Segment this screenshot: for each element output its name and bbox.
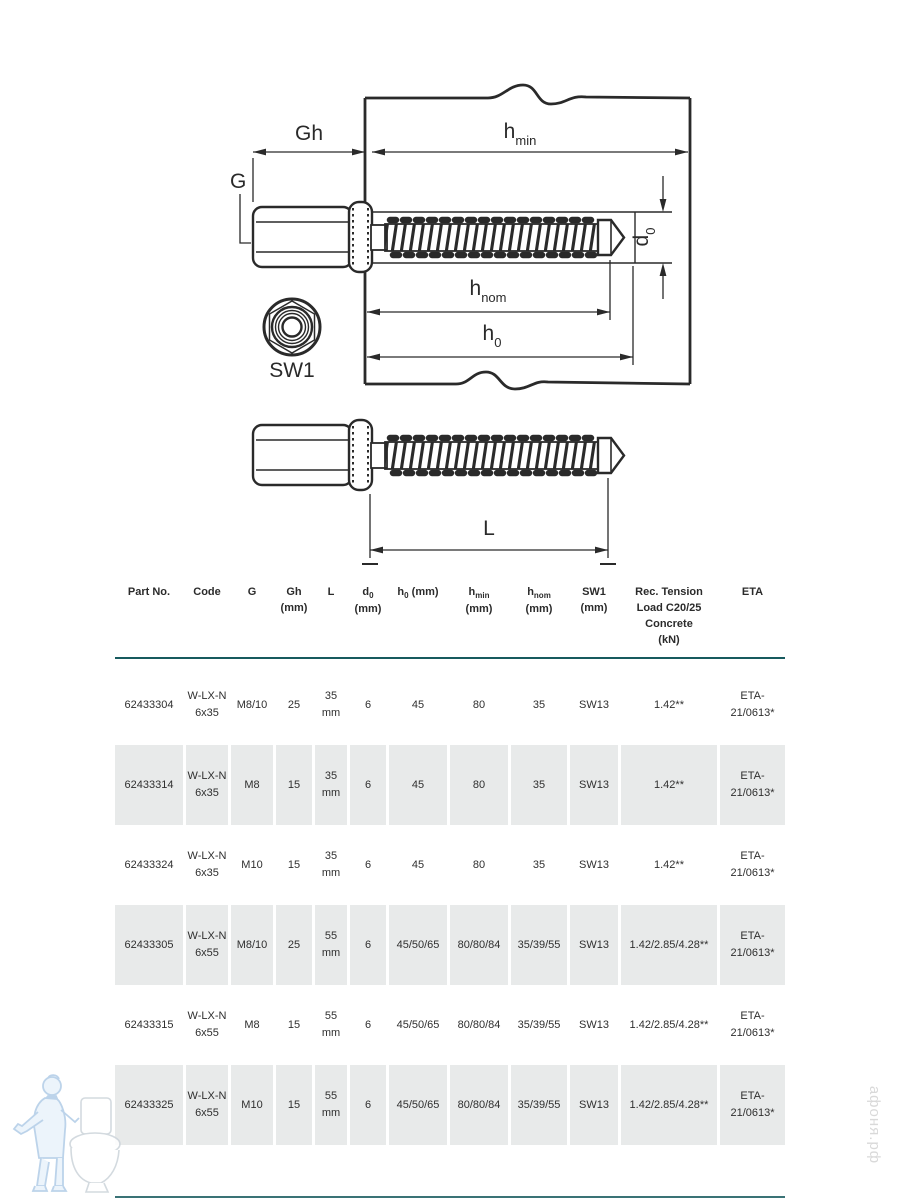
cell-l: 55 mm bbox=[315, 1065, 347, 1145]
cell-sw1: SW13 bbox=[570, 905, 618, 985]
table-body bbox=[115, 665, 785, 1145]
cell-code: W-LX-N 6x35 bbox=[187, 690, 227, 719]
cell-g: M8 bbox=[244, 1018, 260, 1031]
cell-h0: 45 bbox=[411, 698, 425, 711]
cell-h0: 45/50/65 bbox=[396, 1018, 440, 1031]
cell-hnom: 35/39/55 bbox=[511, 905, 567, 985]
cell-eta: ETA-21/0613* bbox=[730, 1010, 775, 1039]
cell-gh: 15 bbox=[276, 1065, 312, 1145]
col-header-gh: Gh (mm) bbox=[280, 586, 308, 614]
label-d0: $d_0$ bbox=[630, 227, 658, 247]
col-header-hmin: $h_{min}$ (mm) bbox=[465, 586, 493, 615]
cell-gh: 15 bbox=[276, 745, 312, 825]
cell-gh: 15 bbox=[287, 1018, 301, 1031]
cell-hmin: 80/80/84 bbox=[457, 1018, 501, 1031]
plumber-figure bbox=[14, 1075, 79, 1191]
leader-G bbox=[240, 194, 251, 243]
cell-hmin: 80 bbox=[450, 745, 508, 825]
cell-l: 55 mm bbox=[315, 905, 347, 985]
cell-code: W-LX-N 6x35 bbox=[187, 850, 227, 879]
cell-sw1: SW13 bbox=[579, 858, 609, 871]
cell-hmin: 80 bbox=[472, 858, 486, 871]
table-row bbox=[115, 665, 785, 745]
table-header-row bbox=[115, 585, 785, 659]
cell-gh: 15 bbox=[287, 858, 301, 871]
cell-eta: ETA-21/0613* bbox=[720, 745, 785, 825]
cell-g: M10 bbox=[231, 1065, 273, 1145]
dim-h0 bbox=[367, 266, 633, 365]
cell-code: W-LX-N 6x35 bbox=[186, 745, 228, 825]
cell-part-no: 62433305 bbox=[115, 905, 183, 985]
cell-eta: ETA-21/0613* bbox=[720, 1065, 785, 1145]
col-header-h0: $h_0$ (mm) bbox=[397, 586, 439, 601]
table-row bbox=[115, 825, 785, 905]
dim-d0 bbox=[660, 176, 667, 299]
cell-part-no: 62433304 bbox=[124, 698, 174, 711]
cell-g: M8 bbox=[231, 745, 273, 825]
col-header-eta: ETA bbox=[741, 586, 764, 598]
label-Gh: Gh bbox=[294, 122, 324, 145]
col-header-part-no: Part No. bbox=[127, 586, 171, 598]
label-G: G bbox=[230, 170, 247, 193]
cell-sw1: SW13 bbox=[570, 745, 618, 825]
hex-end-view bbox=[264, 299, 320, 355]
cell-d0: 6 bbox=[364, 858, 372, 871]
cell-h0: 45/50/65 bbox=[389, 1065, 447, 1145]
cell-hnom: 35 bbox=[532, 698, 546, 711]
cell-sw1: SW13 bbox=[570, 1065, 618, 1145]
cell-part-no: 62433315 bbox=[124, 1018, 174, 1031]
threaded-shank bbox=[385, 224, 598, 251]
cell-g: M8/10 bbox=[236, 698, 268, 711]
cell-code: W-LX-N 6x55 bbox=[187, 1010, 227, 1039]
table-row bbox=[115, 905, 785, 985]
cell-rec-load: 1.42/2.85/4.28** bbox=[621, 905, 717, 985]
col-header-rec-load: Rec. Tension Load C20/25 Concrete (kN) bbox=[635, 586, 703, 646]
cell-hnom: 35/39/55 bbox=[517, 1018, 561, 1031]
col-header-g: G bbox=[247, 586, 257, 598]
cell-part-no: 62433325 bbox=[115, 1065, 183, 1145]
cell-h0: 45 bbox=[411, 858, 425, 871]
cell-d0: 6 bbox=[350, 1065, 386, 1145]
anchor-screw-free bbox=[253, 420, 624, 490]
col-header-hnom: $h_{nom}$ (mm) bbox=[525, 586, 553, 615]
col-header-d0: $d_0$ (mm) bbox=[354, 586, 382, 615]
cell-rec-load: 1.42** bbox=[621, 745, 717, 825]
table-row bbox=[115, 1065, 785, 1145]
cell-l: 55 mm bbox=[321, 1010, 341, 1039]
cell-hnom: 35/39/55 bbox=[511, 1065, 567, 1145]
cell-hnom: 35 bbox=[532, 858, 546, 871]
cell-rec-load: 1.42/2.85/4.28** bbox=[629, 1018, 709, 1031]
label-hnom: $h_{nom}$ bbox=[469, 277, 507, 305]
page-bottom-rule bbox=[115, 1196, 785, 1198]
cell-gh: 25 bbox=[276, 905, 312, 985]
cell-d0: 6 bbox=[350, 905, 386, 985]
cell-l: 35 mm bbox=[315, 745, 347, 825]
site-watermark-text: афоня.рф bbox=[866, 1085, 883, 1165]
cell-hnom: 35 bbox=[511, 745, 567, 825]
cell-hmin: 80/80/84 bbox=[450, 905, 508, 985]
label-L: L bbox=[483, 517, 495, 540]
cell-d0: 6 bbox=[364, 1018, 372, 1031]
cell-h0: 45 bbox=[389, 745, 447, 825]
toilet-graphic bbox=[70, 1098, 120, 1192]
dim-Gh bbox=[253, 149, 365, 202]
cell-hmin: 80/80/84 bbox=[450, 1065, 508, 1145]
cell-l: 35 mm bbox=[321, 690, 341, 719]
cell-eta: ETA-21/0613* bbox=[730, 850, 775, 879]
col-header-code: Code bbox=[193, 586, 221, 598]
cell-gh: 25 bbox=[287, 698, 301, 711]
cell-g: M10 bbox=[241, 858, 263, 871]
cell-hmin: 80 bbox=[472, 698, 486, 711]
cell-rec-load: 1.42** bbox=[654, 698, 684, 711]
col-header-l: L bbox=[327, 586, 335, 598]
label-hmin: $h_{min}$ bbox=[503, 120, 537, 148]
cell-d0: 6 bbox=[364, 698, 372, 711]
cell-h0: 45/50/65 bbox=[389, 905, 447, 985]
product-spec-table bbox=[115, 585, 785, 1145]
table-row bbox=[115, 745, 785, 825]
cell-rec-load: 1.42** bbox=[654, 858, 684, 871]
cell-part-no: 62433324 bbox=[124, 858, 174, 871]
col-header-sw1: SW1 (mm) bbox=[580, 586, 608, 614]
cell-sw1: SW13 bbox=[579, 1018, 609, 1031]
cell-g: M8/10 bbox=[231, 905, 273, 985]
cell-rec-load: 1.42/2.85/4.28** bbox=[621, 1065, 717, 1145]
label-SW1: SW1 bbox=[269, 359, 315, 382]
cell-eta: ETA-21/0613* bbox=[730, 690, 775, 719]
cell-sw1: SW13 bbox=[579, 698, 609, 711]
plumber-watermark-illustration bbox=[5, 1070, 135, 1196]
cell-l: 35 mm bbox=[321, 850, 341, 879]
cell-eta: ETA-21/0613* bbox=[720, 905, 785, 985]
anchor-installation-diagram bbox=[220, 80, 720, 585]
cell-code: W-LX-N 6x55 bbox=[186, 905, 228, 985]
cell-d0: 6 bbox=[350, 745, 386, 825]
cell-code: W-LX-N 6x55 bbox=[186, 1065, 228, 1145]
flange-washer bbox=[349, 202, 372, 272]
label-h0: $h_0$ bbox=[482, 322, 502, 350]
table-row bbox=[115, 985, 785, 1065]
dim-hmin bbox=[372, 149, 688, 156]
cell-part-no: 62433314 bbox=[115, 745, 183, 825]
